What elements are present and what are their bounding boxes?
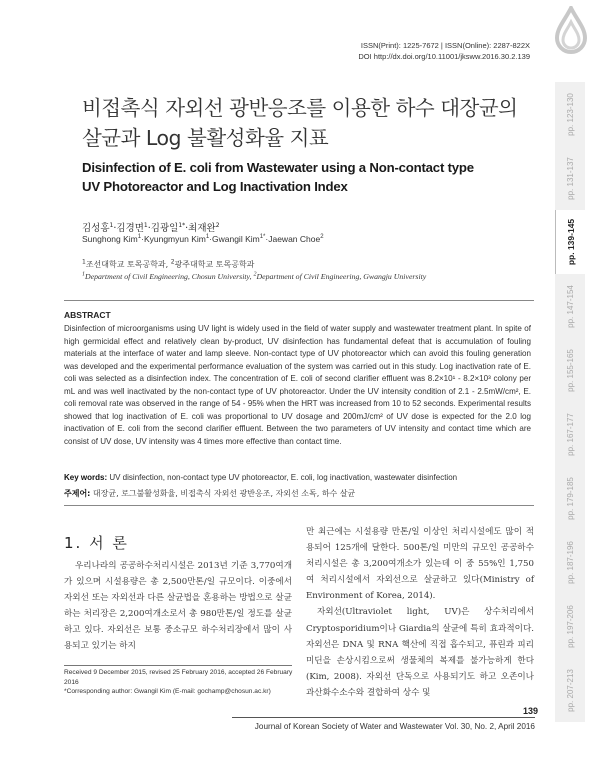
abstract-heading: ABSTRACT (64, 310, 111, 320)
body-left-column (64, 558, 292, 655)
page-range-tab (555, 594, 585, 658)
keywords-english (64, 473, 534, 482)
page-range-tab (555, 402, 585, 466)
keywords-korean-text: 대장균, 로그불활성화율, 비접촉식 자외선 광반응조, 자외선 소독, 하수 살균 (90, 489, 356, 498)
footnote (64, 668, 294, 697)
page-range-tab-label: pp. 187-196 (565, 540, 575, 584)
page-range-tab (555, 658, 585, 722)
page-range-tab (555, 210, 586, 274)
received-dates: Received 9 December 2015, revised 25 February 2016, accepted 26 February 2016 (64, 669, 293, 686)
authors-english: Sunghong Kim$^1$·Kyungmyun Kim$^1$·Gwangil Kim$^{1*}$·Jaewan Choe$^2$ (82, 234, 324, 244)
page-range-tab-label: pp. 123-130 (565, 92, 575, 136)
page-range-tab-label: pp. 155-165 (565, 348, 575, 392)
title-korean (82, 93, 552, 153)
footer-divider (232, 717, 535, 718)
page-range-tab (555, 338, 585, 402)
affiliation-korean: $^1$조선대학교 토목공학과, $^2$광주대학교 토목공학과 (82, 258, 255, 269)
page-range-tab-label: pp. 131-137 (565, 156, 575, 200)
page-number: 139 (523, 706, 539, 716)
keywords-korean (64, 488, 534, 499)
page-range-tab-label: pp. 179-185 (565, 476, 575, 520)
page-range-tab-label: pp. 207-213 (565, 668, 575, 712)
body-right-column (306, 524, 534, 701)
page-range-tab (555, 530, 585, 594)
page-range-tab (555, 146, 585, 210)
doi-line: DOI http://dx.doi.org/10.11001/jksww.2016.30.2.139 (358, 52, 530, 61)
divider (64, 300, 534, 301)
section-heading (64, 532, 129, 553)
footnote-divider (64, 665, 292, 666)
issn-doi-block (330, 40, 530, 62)
title-korean-line1: 비접촉식 자외선 광반응조를 이용한 하수 대장균의 (82, 96, 518, 120)
body-paragraph: 만 최근에는 시설용량 만톤/일 이상인 처리시설에도 많이 적용되어 125개에 달한다. 500톤/일 미만의 규모인 공공하수처리시설은 총 3,200여개소가 있는데 이 중 55%인 1,750여 처리시설에서 자외선으로 살균하고 있다(Ministry of Environment of Korea, 2014). (306, 527, 534, 602)
page-range-tab-label: pp. 139-145 (566, 218, 576, 266)
page-range-tab (555, 82, 585, 146)
title-korean-line2: 살균과 Log 불활성화율 지표 (82, 126, 329, 150)
title-english-line1: Disinfection of E. coli from Wastewater using a Non-contact type (82, 160, 474, 175)
abstract-body: Disinfection of microorganisms using UV light is widely used in the field of water supply and wastewater treatment plant. In spite of high germicidal effect and relatively clean by-product, UV disinfection has fundamental defeat that is accumulation of fouling materials at the interface of water and lamp sleeve. Non-contact type of UV photoreactor which can avoid this fouling generation was developed and the experimental performance evaluation of the system was carried out in this study. Log inactivation rate of E. coli was selected as a disinfection index. The concentration of E. coli of second clarifier effluent was 8.2×10¹ - 8.2×10³ colony per mL and was well inactivated by the non-contact type of UV photoreactor. Under the UV intensity condition of 2.1 - 2.5mW/cm², E. coli removal rate was observed in the range of 54 - 95% when the HRT was increased from 10 to 52 seconds. Experimental results showed that log inactivation of E. coli was proportional to UV dosage and 200mJ/cm² of UV dose is expected for the 2.0 log inactivation of E. coli from the second clarifier effluent. Between the two parameters of UV intensity and contact time which are consist of UV dose, UV intensity was 4 times more effective than contact time. (64, 324, 531, 446)
keywords-english-text: UV disinfection, non-contact type UV photoreactor, E. coli, log inactivation, wastewater disinfection (107, 473, 458, 482)
water-drop-logo-icon (551, 6, 591, 58)
keywords-korean-label: 주제어: (64, 489, 91, 498)
authors-korean: 김성홍$^1$·김경면$^1$·김광일$^{1*}$·최재완$^2$ (82, 221, 220, 234)
page-range-tab (555, 274, 585, 338)
keywords-english-label: Key words: (64, 473, 108, 482)
body-paragraph: 자외선(Ultraviolet light, UV)은 상수처리에서 Cryptosporidium이나 Giardia의 살균에 특히 효과적이다. 자외선은 DNA 및 RNA 핵산에 직접 흡수되고, 퓨린과 피리미딘을 손상시킴으로써 생물체의 복제를 불가능하게 한다(Kim, 2008). 자외선 단독으로 사용되기도 하고 오존이나 과산화수소수와 결합하여 상수 및 (306, 607, 534, 698)
journal-citation: Journal of Korean Society of Water and Wastewater Vol. 30, No. 2, April 2016 (254, 722, 535, 731)
body-paragraph: 우리나라의 공공하수처리시설은 2013년 기준 3,770여개가 있으며 시설용량은 총 2,500만톤/일 규모이다. 이중에서 자외선 또는 자외선과 다른 살균법을 혼용하는 방법으로 살균하는 처리장은 2,200여개소로서 총 980만톤/일 정도를 살균하고 있다. 자외선은 보통 중소규모 하수처리장에서 많이 사용되고 있기는 하지 (64, 561, 292, 652)
page-range-tab (555, 466, 585, 530)
affiliation-english: $^1$Department of Civil Engineering, Chosun University, $^2$Department of Civil Engineering, Gwangju University (82, 271, 427, 281)
section-title: 서 론 (89, 534, 129, 552)
title-english (82, 158, 552, 196)
corresponding-author: *Corresponding author: Gwangil Kim (E-mail: gochamp@chosun.ac.kr) (64, 688, 271, 695)
page-range-tab-strip (555, 82, 585, 722)
section-number: 1. (64, 534, 83, 552)
issn-line: ISSN(Print): 1225-7672 | ISSN(Online): 2287-822X (360, 41, 530, 50)
page-range-tab-label: pp. 167-177 (565, 412, 575, 456)
page-range-tab-label: pp. 197-206 (565, 604, 575, 648)
title-english-line2: UV Photoreactor and Log Inactivation Index (82, 179, 348, 194)
divider (64, 505, 534, 506)
page-range-tab-label: pp. 147-154 (565, 284, 575, 328)
